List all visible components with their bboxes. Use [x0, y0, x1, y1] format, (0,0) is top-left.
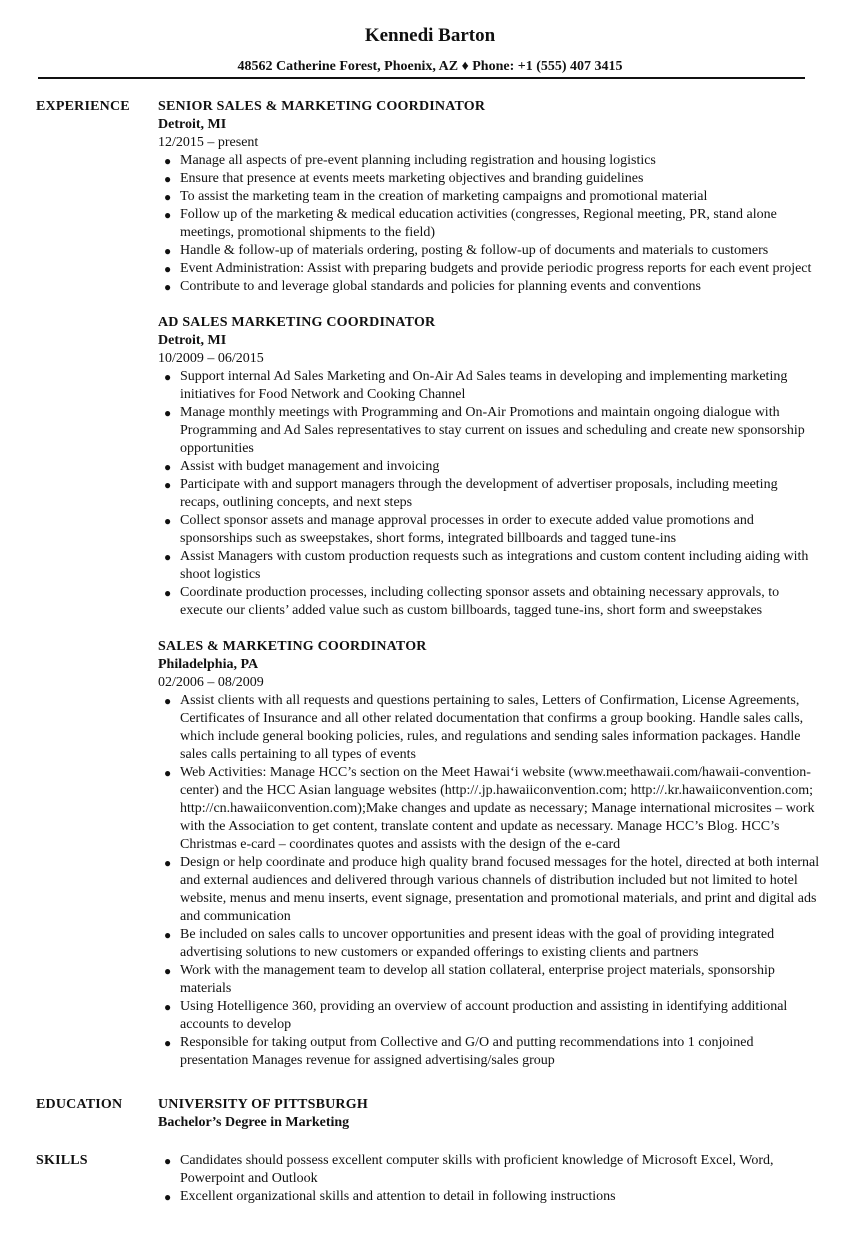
bullet-icon: ● — [164, 406, 172, 420]
bullet-icon: ● — [164, 172, 172, 186]
job-title: SALES & MARKETING COORDINATOR — [158, 639, 427, 654]
bullet-icon: ● — [164, 370, 172, 384]
bullet-text: Handle & follow-up of materials ordering, posting & follow-up of documents and materials to customers — [180, 243, 769, 258]
bullet-icon: ● — [164, 262, 172, 276]
list-item — [164, 170, 820, 188]
bullet-text: Assist with budget management and invoicing — [180, 459, 440, 474]
job-entry — [158, 638, 820, 1070]
bullet-icon: ● — [164, 280, 172, 294]
bullet-text: Using Hotelligence 360, providing an overview of account production and assisting in identifying additional accounts to develop — [180, 999, 788, 1032]
degree-name: Bachelor’s Degree in Marketing — [158, 1115, 350, 1130]
contact-line: 48562 Catherine Forest, Phoenix, AZ ♦ Phone: +1 (555) 407 3415 — [237, 59, 623, 74]
list-item — [164, 548, 820, 584]
bullet-text: Design or help coordinate and produce high quality brand focused messages for the hotel, directed at both internal and external audiences and delivered through various channels of distribution included but not limited to hotel website, menus and menu inserts, event signage, presentation and promotional materials, and print and digital ads and communication — [180, 855, 820, 924]
skills-section — [0, 1152, 860, 1206]
bullet-icon: ● — [164, 208, 172, 222]
job-dates: 10/2009 – 06/2015 — [158, 351, 264, 366]
candidate-name: Kennedi Barton — [364, 25, 496, 46]
bullet-text: Responsible for taking output from Collective and G/O and putting recommendations into 1 conjoined presentation Manages revenue for assigned advertising/sales group — [180, 1035, 754, 1068]
list-item — [164, 476, 820, 512]
bullet-text: Be included on sales calls to uncover opportunities and present ideas with the goal of providing integrated advertising solutions to new customers or expanded offerings to existing clients and partners — [180, 927, 775, 960]
experience-label: EXPERIENCE — [36, 99, 130, 114]
school-name: UNIVERSITY OF PITTSBURGH — [158, 1097, 368, 1112]
bullet-icon: ● — [164, 766, 172, 780]
list-item — [164, 1034, 820, 1070]
job-bullets — [158, 692, 820, 1070]
bullet-text: Work with the management team to develop all station collateral, enterprise project materials, sponsorship materials — [180, 963, 775, 996]
bullet-text: Web Activities: Manage HCC’s section on the Meet Hawai‘i website (www.meethawaii.com/hawaii-convention-center) and the HCC Asian language websites (http://.jp.hawaiiconvention.com; http://.kr.hawaiiconvention.com; http://cn.hawaiiconvention.com);Make changes and update as necessary; Manage international microsites – work with the Association to get content, translate content and update as necessary. Manage HCC’s Blog. HCC’s Christmas e-card – coordinates quotes and assists with the design of the e-card — [180, 765, 815, 852]
list-item — [164, 584, 820, 620]
bullet-icon: ● — [164, 586, 172, 600]
list-item — [164, 368, 820, 404]
education-body — [158, 1096, 820, 1132]
list-item — [164, 206, 820, 242]
list-item — [164, 152, 820, 170]
list-item — [164, 926, 820, 962]
job-location: Detroit, MI — [158, 117, 227, 132]
list-item — [164, 458, 820, 476]
list-item — [164, 692, 820, 764]
job-dates: 12/2015 – present — [158, 135, 259, 150]
job-location: Detroit, MI — [158, 333, 227, 348]
bullet-icon: ● — [164, 694, 172, 708]
bullet-icon: ● — [164, 1000, 172, 1014]
job-title: SENIOR SALES & MARKETING COORDINATOR — [158, 99, 486, 114]
bullet-icon: ● — [164, 460, 172, 474]
bullet-text: Event Administration: Assist with preparing budgets and provide periodic progress reports for each event project — [180, 261, 812, 276]
bullet-text: Assist Managers with custom production requests such as integrations and custom content including aiding with shoot logistics — [180, 549, 809, 582]
bullet-text: Ensure that presence at events meets marketing objectives and branding guidelines — [180, 171, 644, 186]
list-item — [164, 512, 820, 548]
job-dates: 02/2006 – 08/2009 — [158, 675, 264, 690]
skills-bullets — [158, 1152, 820, 1206]
bullet-icon: ● — [164, 154, 172, 168]
experience-section — [0, 98, 860, 1070]
list-item — [164, 260, 820, 278]
job-entry — [158, 314, 820, 620]
bullet-icon: ● — [164, 478, 172, 492]
list-item — [164, 1188, 820, 1206]
bullet-text: Support internal Ad Sales Marketing and On-Air Ad Sales teams in developing and implementing marketing initiatives for Food Network and Cooking Channel — [180, 369, 788, 402]
bullet-text: Participate with and support managers through the development of advertiser proposals, including meeting recaps, outlining concepts, and next steps — [180, 477, 778, 510]
skills-label: SKILLS — [36, 1153, 88, 1168]
education-label: EDUCATION — [36, 1097, 123, 1112]
list-item — [164, 854, 820, 926]
job-location: Philadelphia, PA — [158, 657, 259, 672]
job-bullets — [158, 152, 820, 296]
bullet-icon: ● — [164, 550, 172, 564]
bullet-icon: ● — [164, 928, 172, 942]
list-item — [164, 242, 820, 260]
job-bullets — [158, 368, 820, 620]
list-item — [164, 962, 820, 998]
bullet-text: Contribute to and leverage global standards and policies for planning events and conventions — [180, 279, 701, 294]
header-divider — [38, 77, 805, 79]
resume-content — [0, 98, 860, 1206]
bullet-text: Excellent organizational skills and attention to detail in following instructions — [180, 1189, 616, 1204]
bullet-text: Manage monthly meetings with Programming and On-Air Promotions and maintain ongoing dialogue with Programming and Ad Sales representatives to stay current on issues and scheduling and create new sponsorship opportunities — [180, 405, 805, 456]
bullet-text: Coordinate production processes, including collecting sponsor assets and obtaining necessary approvals, to execute our clients’ added value such as custom billboards, tagged tune-ins, short form and sweepstakes — [180, 585, 780, 618]
bullet-text: Collect sponsor assets and manage approval processes in order to execute added value promotions and sponsorships such as sweepstakes, short forms, integrated billboards and tagged tune-ins — [180, 513, 754, 546]
bullet-icon: ● — [164, 964, 172, 978]
bullet-icon: ● — [164, 244, 172, 258]
bullet-text: Manage all aspects of pre-event planning including registration and housing logistics — [180, 153, 656, 168]
list-item — [164, 1152, 820, 1188]
bullet-icon: ● — [164, 1154, 172, 1168]
bullet-icon: ● — [164, 856, 172, 870]
education-section — [0, 1096, 860, 1132]
bullet-text: Assist clients with all requests and questions pertaining to sales, Letters of Confirmation, License Agreements, Certificates of Insurance and all other related documentation that confirms a group booking. Handle sales calls, which include general booking policies, rules, and regulations and sending sales information packages. Handle sales calls pertaining to all types of events — [180, 693, 804, 762]
bullet-icon: ● — [164, 190, 172, 204]
job-title: AD SALES MARKETING COORDINATOR — [158, 315, 436, 330]
list-item — [164, 404, 820, 458]
bullet-icon: ● — [164, 1190, 172, 1204]
bullet-text: Candidates should possess excellent computer skills with proficient knowledge of Microsoft Excel, Word, Powerpoint and Outlook — [180, 1153, 774, 1186]
experience-body — [158, 98, 820, 1070]
job-entry — [158, 98, 820, 296]
list-item — [164, 278, 820, 296]
skills-body — [158, 1152, 820, 1206]
bullet-text: To assist the marketing team in the creation of marketing campaigns and promotional material — [180, 189, 708, 204]
list-item — [164, 998, 820, 1034]
bullet-icon: ● — [164, 1036, 172, 1050]
bullet-text: Follow up of the marketing & medical education activities (congresses, Regional meeting, PR, stand alone meetings, promotional shipments to the field) — [180, 207, 777, 240]
list-item — [164, 188, 820, 206]
bullet-icon: ● — [164, 514, 172, 528]
list-item — [164, 764, 820, 854]
